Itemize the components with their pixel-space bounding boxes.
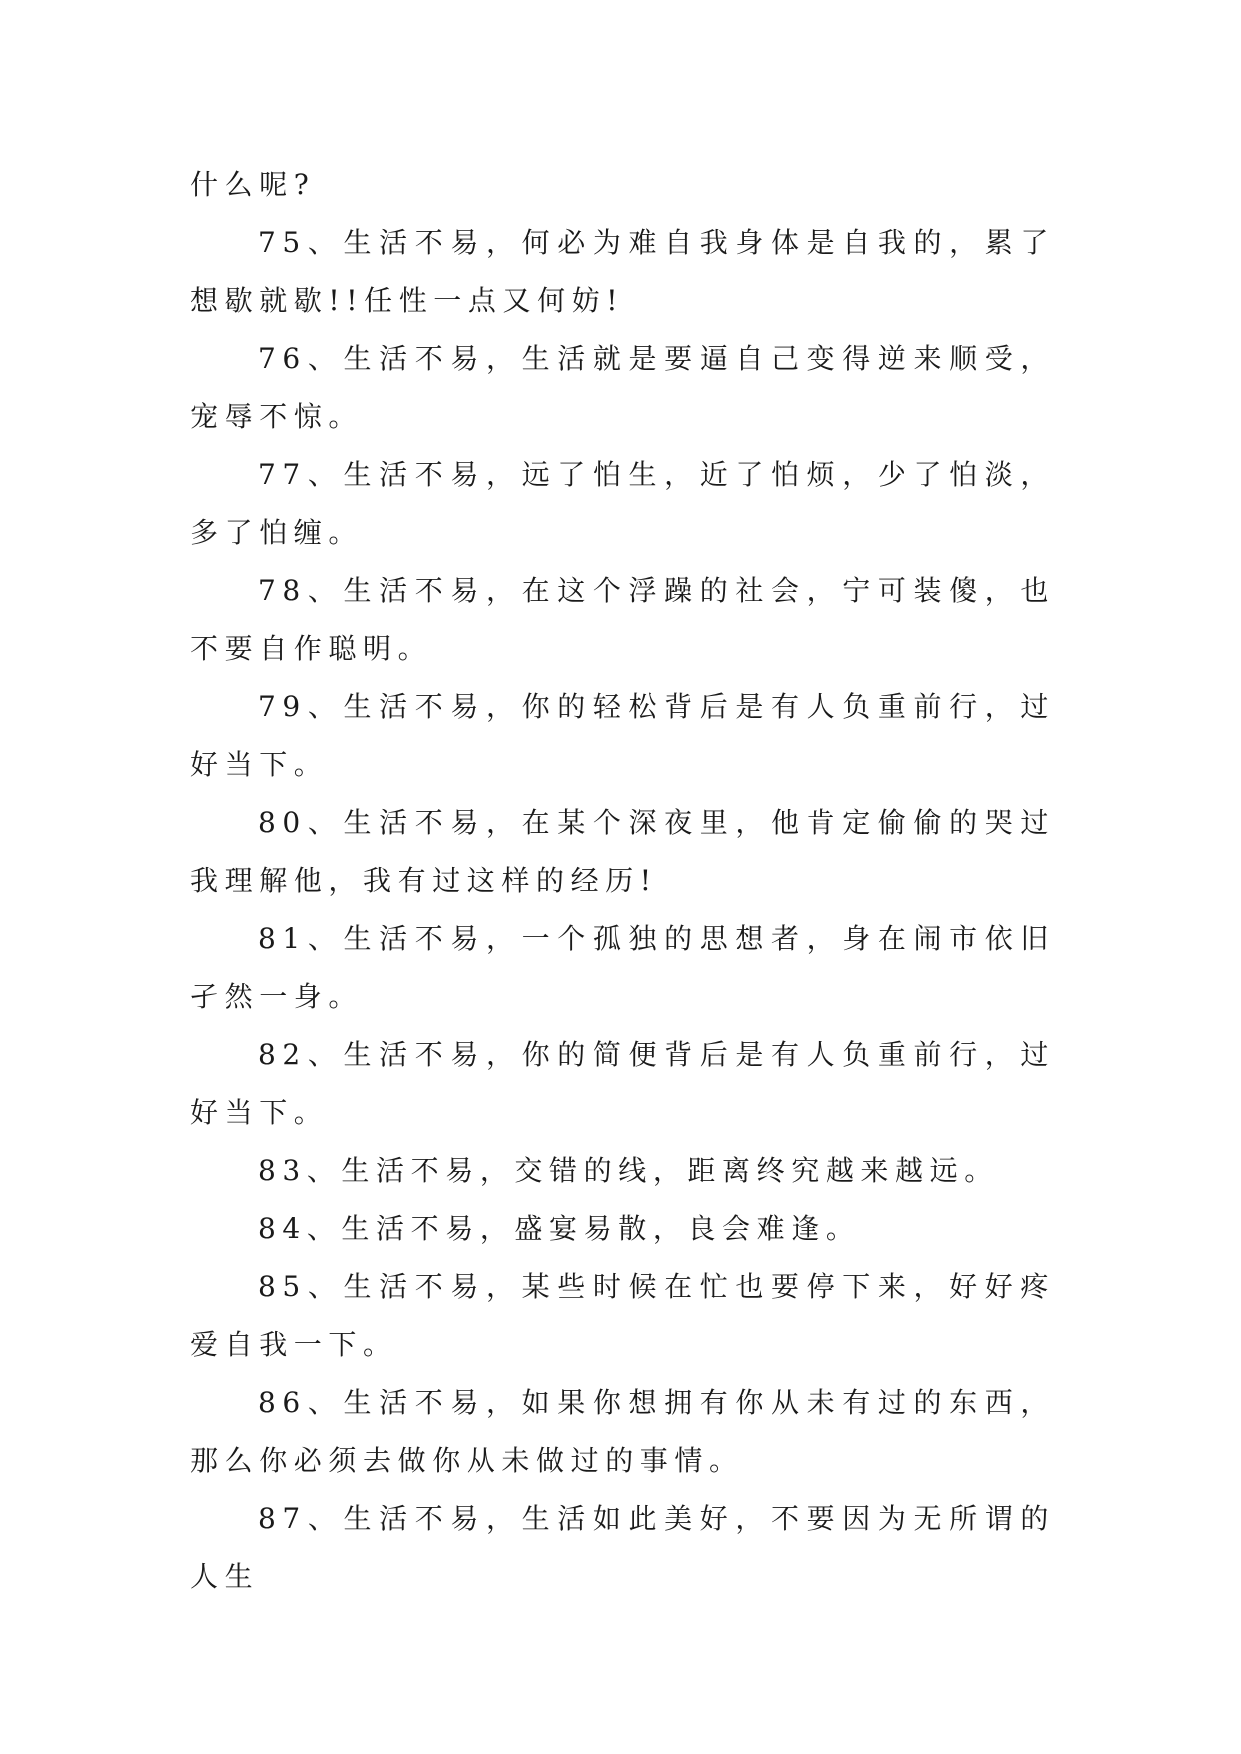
paragraph-item-75: 75、生活不易，何必为难自我身体是自我的，累了想歇就歇!!任性一点又何妨! bbox=[190, 226, 1055, 317]
paragraph-item-81: 81、生活不易，一个孤独的思想者，身在闹市依旧孑然一身。 bbox=[190, 922, 1055, 1013]
paragraph-item-76: 76、生活不易，生活就是要逼自己变得逆来顺受，宠辱不惊。 bbox=[190, 342, 1055, 433]
paragraph-item-80: 80、生活不易，在某个深夜里，他肯定偷偷的哭过我理解他，我有过这样的经历! bbox=[190, 806, 1055, 897]
paragraph-item-79: 79、生活不易，你的轻松背后是有人负重前行，过好当下。 bbox=[190, 690, 1055, 781]
document-body bbox=[190, 156, 1055, 1606]
paragraph-item-84: 84、生活不易，盛宴易散，良会难逢。 bbox=[258, 1212, 861, 1245]
paragraph-item-87: 87、生活不易，生活如此美好，不要因为无所谓的人生 bbox=[190, 1502, 1055, 1593]
paragraph-item-78: 78、生活不易，在这个浮躁的社会，宁可装傻，也不要自作聪明。 bbox=[190, 574, 1055, 665]
paragraph-item-77: 77、生活不易，远了怕生，近了怕烦，少了怕淡，多了怕缠。 bbox=[190, 458, 1055, 549]
paragraph-item-83: 83、生活不易，交错的线，距离终究越来越远。 bbox=[258, 1154, 999, 1187]
paragraph-item-85: 85、生活不易，某些时候在忙也要停下来，好好疼爱自我一下。 bbox=[190, 1270, 1055, 1361]
paragraph-item-86: 86、生活不易，如果你想拥有你从未有过的东西，那么你必须去做你从未做过的事情。 bbox=[190, 1386, 1055, 1477]
paragraph-continuation: 什么呢? bbox=[190, 168, 316, 201]
paragraph-item-82: 82、生活不易，你的简便背后是有人负重前行，过好当下。 bbox=[190, 1038, 1055, 1129]
